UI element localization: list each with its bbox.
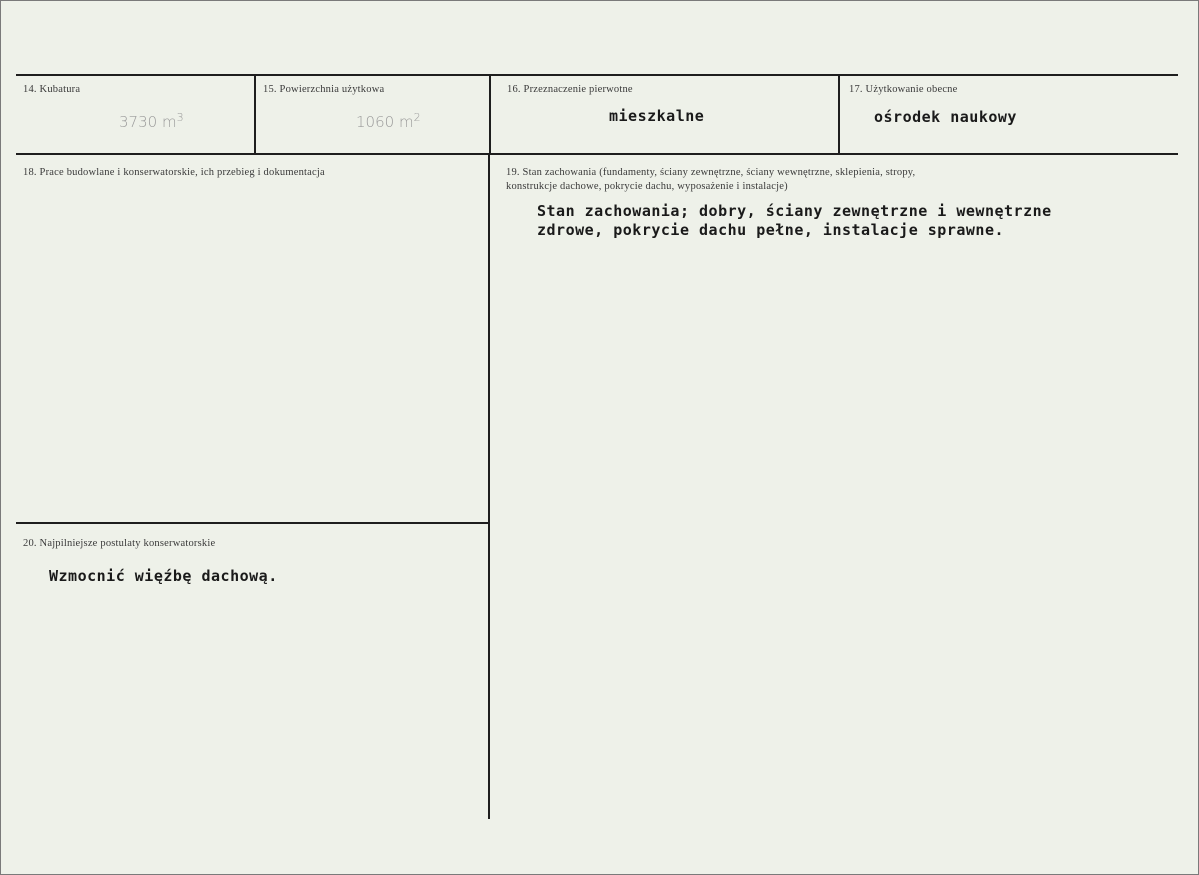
main-column-divider: [488, 154, 490, 819]
divider-15-16: [489, 75, 491, 154]
field-19-value-line1: Stan zachowania; dobry, ściany zewnętrzne i wewnętrzne: [537, 202, 1052, 220]
area-unit: m: [398, 113, 414, 131]
field-14-label: 14. Kubatura: [23, 84, 81, 95]
divider-16-17: [838, 75, 840, 154]
field-19-label-line1: 19. Stan zachowania (fundamenty, ściany zewnętrzne, ściany wewnętrzne, sklepienia, stropy,: [506, 167, 916, 178]
field-20-label: 20. Najpilniejsze postulaty konserwatorskie: [23, 538, 216, 549]
volume-number: 3730: [119, 113, 158, 131]
left-section-divider: [16, 522, 488, 524]
row1-bottom-rule: [16, 153, 1178, 155]
area-exponent: 2: [413, 111, 421, 124]
field-15-value: [356, 111, 421, 131]
volume-exponent: 3: [176, 111, 184, 124]
divider-14-15: [254, 75, 256, 154]
field-19-value-line2: zdrowe, pokrycie dachu pełne, instalacje sprawne.: [537, 221, 1005, 239]
area-number: 1060: [356, 113, 395, 131]
field-20-value: Wzmocnić więźbę dachową.: [49, 567, 278, 585]
top-rule: [16, 74, 1178, 76]
field-17-label: 17. Użytkowanie obecne: [849, 84, 958, 95]
field-16-label: 16. Przeznaczenie pierwotne: [507, 84, 633, 95]
field-18-label: 18. Prace budowlane i konserwatorskie, ich przebieg i dokumentacja: [23, 167, 325, 178]
field-16-value: mieszkalne: [609, 107, 705, 125]
field-17-value: ośrodek naukowy: [874, 108, 1017, 126]
field-19-label-line2: konstrukcje dachowe, pokrycie dachu, wyposażenie i instalacje): [506, 181, 788, 192]
field-15-label: 15. Powierzchnia użytkowa: [263, 84, 385, 95]
field-14-value: [119, 111, 184, 131]
volume-unit: m: [161, 113, 177, 131]
